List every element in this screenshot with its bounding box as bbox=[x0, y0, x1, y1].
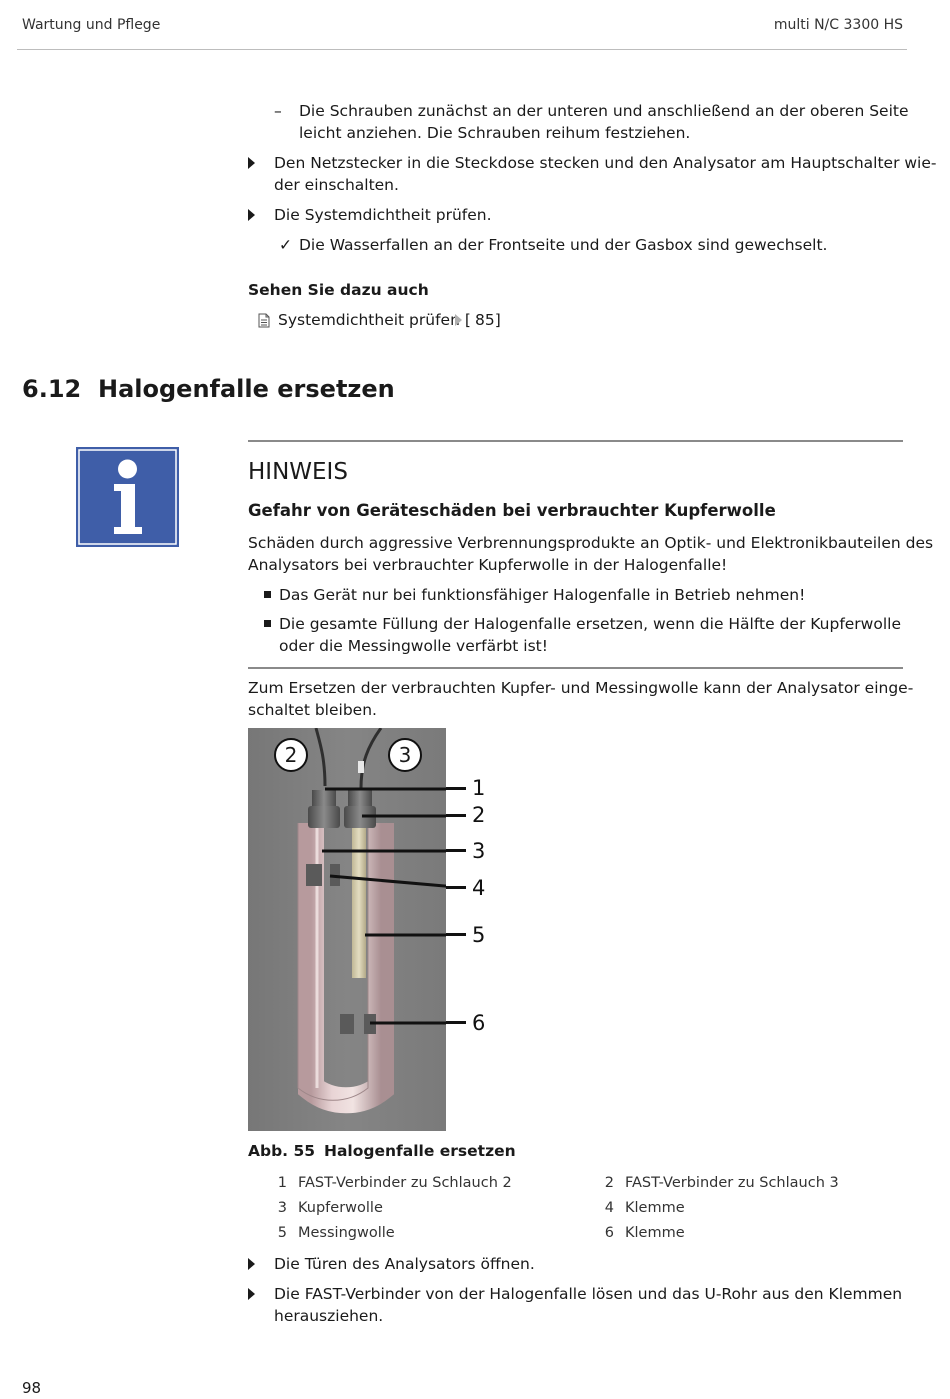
notice-bullet-line1: Das Gerät nur bei funktionsfähiger Halogenfalle in Betrieb nehmen! bbox=[279, 586, 806, 604]
callout-number: 4 bbox=[472, 876, 486, 900]
callout-number: 2 bbox=[472, 803, 486, 827]
callout-line bbox=[446, 787, 466, 790]
intro-line1: Zum Ersetzen der verbrauchten Kupfer- und Messingwolle kann der Analysator einge- bbox=[248, 679, 914, 697]
legend-number: 1 bbox=[277, 1175, 287, 1191]
legend-number: 3 bbox=[277, 1200, 287, 1216]
see-also-link-page: 85] bbox=[475, 311, 501, 329]
dash-item-line1: Die Schrauben zunächst an der unteren und anschließend an der oberen Seite bbox=[299, 102, 909, 120]
legend-text: FAST-Verbinder zu Schlauch 3 bbox=[625, 1175, 839, 1191]
halogen-trap-photo bbox=[248, 728, 446, 1131]
figure-legend bbox=[248, 1172, 903, 1247]
see-also-link-text: Systemdichtheit prüfen [ bbox=[278, 311, 471, 329]
step-arrow-icon bbox=[248, 209, 255, 221]
bullet-square-icon bbox=[264, 620, 271, 627]
running-header-left: Wartung und Pflege bbox=[22, 17, 161, 33]
step-arrow-icon bbox=[248, 1288, 255, 1300]
step-plug-line1: Den Netzstecker in die Steckdose stecken und den Analysator am Hauptschalter wie- bbox=[274, 154, 937, 172]
figure-caption-title: Halogenfalle ersetzen bbox=[324, 1142, 516, 1160]
legend-number: 4 bbox=[604, 1200, 614, 1216]
step-arrow-icon bbox=[248, 157, 255, 169]
legend-text: Messingwolle bbox=[298, 1225, 395, 1241]
circled-label-3: 3 bbox=[398, 743, 412, 767]
section-number: 6.12 bbox=[22, 375, 82, 403]
callout-line bbox=[446, 849, 466, 852]
callout-number: 6 bbox=[472, 1011, 486, 1035]
legend-number: 5 bbox=[277, 1225, 287, 1241]
legend-text: Klemme bbox=[625, 1200, 685, 1216]
step-check-tightness bbox=[248, 204, 903, 226]
notice-headline: Gefahr von Geräteschäden bei verbrauchter Kupferwolle bbox=[248, 501, 776, 520]
notice-body-line1: Schäden durch aggressive Verbrennungsprodukte an Optik- und Elektronikbauteilen des bbox=[248, 534, 934, 552]
link-arrow-icon bbox=[455, 314, 462, 326]
callout-number: 5 bbox=[472, 923, 486, 947]
callout-number: 3 bbox=[472, 839, 486, 863]
check-icon: ✓ bbox=[279, 236, 292, 254]
notice-label: HINWEIS bbox=[248, 459, 348, 485]
header-divider bbox=[17, 49, 907, 50]
dash-marker: – bbox=[274, 102, 282, 120]
notice-bullet-line2: oder die Messingwolle verfärbt ist! bbox=[279, 637, 548, 655]
running-header-right: multi N/C 3300 HS bbox=[773, 17, 903, 33]
section-heading bbox=[22, 373, 395, 405]
figure-caption bbox=[248, 1140, 903, 1162]
info-icon bbox=[76, 447, 179, 547]
notice-bottom-rule bbox=[248, 667, 903, 669]
step-release-line1: Die FAST-Verbinder von der Halogenfalle lösen und das U-Rohr aus den Klemmen bbox=[274, 1285, 903, 1303]
callout-line bbox=[446, 814, 466, 817]
callout-line bbox=[446, 933, 466, 936]
document-icon bbox=[258, 312, 270, 334]
step-open-doors-text: Die Türen des Analysators öffnen. bbox=[274, 1255, 535, 1273]
circled-label-2: 2 bbox=[284, 743, 298, 767]
legend-text: Klemme bbox=[625, 1225, 685, 1241]
figure-caption-number: Abb. 55 bbox=[248, 1142, 316, 1160]
result-text: Die Wasserfallen an der Frontseite und der Gasbox sind gewechselt. bbox=[299, 236, 828, 254]
step-arrow-icon bbox=[248, 1258, 255, 1270]
callout-line bbox=[446, 1021, 466, 1024]
step-release-line2: herausziehen. bbox=[274, 1307, 384, 1325]
see-also-heading: Sehen Sie dazu auch bbox=[248, 281, 429, 299]
legend-number: 2 bbox=[604, 1175, 614, 1191]
callout-line bbox=[446, 886, 466, 889]
legend-number: 6 bbox=[604, 1225, 614, 1241]
callout-number: 1 bbox=[472, 776, 486, 800]
legend-text: FAST-Verbinder zu Schlauch 2 bbox=[298, 1175, 512, 1191]
step-plug-line2: der einschalten. bbox=[274, 176, 399, 194]
notice-top-rule bbox=[248, 440, 903, 442]
notice-body-line2: Analysators bei verbrauchter Kupferwolle in der Halogenfalle! bbox=[248, 556, 728, 574]
intro-line2: schaltet bleiben. bbox=[248, 701, 377, 719]
section-title: Halogenfalle ersetzen bbox=[98, 375, 395, 403]
step-open-doors bbox=[248, 1253, 903, 1275]
page-number: 98 bbox=[22, 1379, 42, 1397]
legend-text: Kupferwolle bbox=[298, 1200, 383, 1216]
bullet-square-icon bbox=[264, 591, 271, 598]
dash-item-line2: leicht anziehen. Die Schrauben reihum festziehen. bbox=[299, 124, 691, 142]
notice-bullet-line1: Die gesamte Füllung der Halogenfalle ersetzen, wenn die Hälfte der Kupferwolle bbox=[279, 615, 901, 633]
step-check-text: Die Systemdichtheit prüfen. bbox=[274, 206, 492, 224]
